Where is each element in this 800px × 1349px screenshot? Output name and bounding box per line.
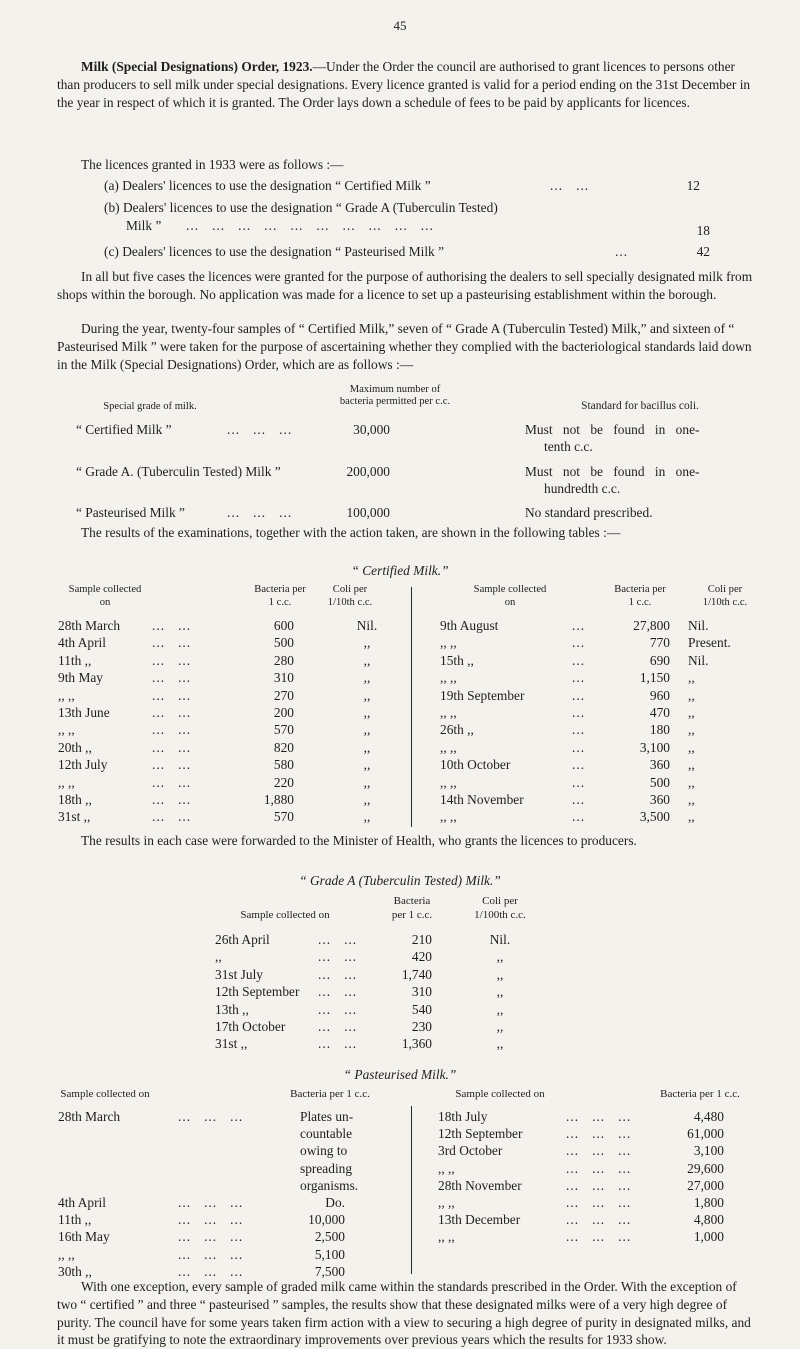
dot-leader: ... bbox=[572, 740, 586, 755]
cert-sample-date: ,, ,, bbox=[58, 722, 75, 737]
cert-bacteria: 500 bbox=[649, 775, 670, 790]
past-bacteria: spreading bbox=[300, 1161, 353, 1176]
past-bacteria: 2,500 bbox=[314, 1229, 345, 1244]
cert-sample-date: 26th ,, bbox=[440, 722, 474, 737]
standards-coli: Must not be found in one- bbox=[525, 464, 700, 479]
cert-sample-date: 10th October bbox=[440, 757, 511, 772]
standards-grade: “ Certified Milk ” bbox=[76, 422, 172, 437]
grade-a-sample-date: 26th April bbox=[215, 932, 270, 947]
past-sample-date: 3rd October bbox=[438, 1143, 503, 1158]
dot-leader: ... bbox=[572, 688, 586, 703]
past-header-bacteria: Bacteria per 1 c.c. bbox=[290, 1088, 370, 1100]
past-sample-date: ,, ,, bbox=[438, 1161, 455, 1176]
dot-leader: ... ... ... bbox=[566, 1212, 632, 1227]
dot-leader: ... ... bbox=[152, 653, 192, 668]
cert-coli: ,, bbox=[688, 688, 695, 703]
cert-coli: ,, bbox=[363, 705, 371, 720]
cert-sample-date: ,, ,, bbox=[440, 670, 457, 685]
paragraph-3-text: During the year, twenty-four samples of “ Certified Milk,” seven of “ Grade A (Tuberculin Tested) Milk,” and sixteen of “ Pasteurised Milk ” were taken for the purpose of ascertaining whether they complied with the bacteriological standards laid down in the Milk (Special Designations) Order, which are as follows :— bbox=[57, 321, 752, 372]
intro-paragraph bbox=[57, 58, 760, 111]
dot-leader: ... ... ... bbox=[178, 1212, 244, 1227]
grade-a-coli: ,, bbox=[496, 1019, 504, 1034]
cert-coli: ,, bbox=[363, 809, 371, 824]
grade-a-sample-date: 31st July bbox=[215, 967, 263, 982]
past-bacteria: 27,000 bbox=[687, 1178, 724, 1193]
past-bacteria: organisms. bbox=[300, 1178, 359, 1193]
past-bacteria: 4,800 bbox=[693, 1212, 724, 1227]
dot-leader: ... ... ... bbox=[566, 1109, 632, 1124]
dot-leader: ... ... ... bbox=[566, 1126, 632, 1141]
cert-bacteria: 3,500 bbox=[639, 809, 670, 824]
cert-bacteria: 770 bbox=[649, 635, 670, 650]
licence-item-c-count: 42 bbox=[696, 244, 710, 259]
pasteurised-table-title: “ Pasteurised Milk.” bbox=[343, 1067, 457, 1082]
cert-header-sample-right-2: on bbox=[504, 597, 516, 608]
cert-coli: ,, bbox=[688, 705, 695, 720]
cert-bacteria: 580 bbox=[273, 757, 294, 772]
dot-leader: ... bbox=[572, 635, 586, 650]
past-sample-date: ,, ,, bbox=[438, 1229, 455, 1244]
cert-bacteria: 570 bbox=[273, 722, 294, 737]
cert-bacteria: 280 bbox=[273, 653, 294, 668]
grade-a-bacteria: 230 bbox=[411, 1019, 432, 1034]
cert-bacteria: 690 bbox=[649, 653, 670, 668]
grade-a-sample-date: 31st ,, bbox=[215, 1036, 248, 1051]
cert-coli: ,, bbox=[363, 775, 371, 790]
cert-bacteria: 820 bbox=[273, 740, 294, 755]
cert-header-coli-2: 1/10th c.c. bbox=[327, 597, 373, 608]
grade-a-sample-date: 17th October bbox=[215, 1019, 286, 1034]
cert-coli: ,, bbox=[363, 653, 371, 668]
certified-table-title: “ Certified Milk.” bbox=[351, 563, 449, 578]
cert-coli: Present. bbox=[688, 635, 731, 650]
grade-a-header-coli-2: 1/100th c.c. bbox=[474, 909, 526, 921]
cert-bacteria: 180 bbox=[649, 722, 670, 737]
past-bacteria: 4,480 bbox=[693, 1109, 724, 1124]
licences-intro-text: The licences granted in 1933 were as follows :— bbox=[81, 157, 344, 172]
grade-a-sample-date: 13th ,, bbox=[215, 1002, 249, 1017]
cert-header-coli: Coli per bbox=[332, 584, 368, 595]
dot-leader: ... ... bbox=[152, 670, 192, 685]
past-bacteria: owing to bbox=[300, 1143, 348, 1158]
grade-a-table-title: “ Grade A (Tuberculin Tested) Milk.” bbox=[299, 873, 501, 888]
cert-coli: ,, bbox=[363, 792, 371, 807]
cert-bacteria: 1,150 bbox=[639, 670, 670, 685]
cert-header-bacteria-right: Bacteria per bbox=[614, 584, 666, 595]
dot-leader: ... ... bbox=[152, 809, 192, 824]
cert-sample-date: 9th August bbox=[440, 618, 499, 633]
cert-coli: Nil. bbox=[688, 618, 709, 633]
grade-a-header-coli: Coli per bbox=[482, 895, 518, 907]
cert-bacteria: 500 bbox=[273, 635, 294, 650]
cert-header-coli-right-2: 1/10th c.c. bbox=[702, 597, 748, 608]
column-divider bbox=[411, 587, 412, 827]
cert-sample-date: 15th ,, bbox=[440, 653, 474, 668]
dot-leader: ... ... ... bbox=[566, 1229, 632, 1244]
licence-item-a-count: 12 bbox=[686, 178, 700, 193]
cert-coli: ,, bbox=[363, 740, 371, 755]
standards-max: 100,000 bbox=[346, 505, 390, 520]
cert-header-sample: Sample collected bbox=[68, 584, 142, 595]
cert-sample-date: 19th September bbox=[440, 688, 525, 703]
dot-leader: ... ... ... bbox=[566, 1161, 632, 1176]
dot-leader: ... ... bbox=[152, 705, 192, 720]
grade-a-bacteria: 310 bbox=[411, 984, 432, 999]
cert-coli: Nil. bbox=[688, 653, 709, 668]
dot-leader: ... ... bbox=[152, 792, 192, 807]
grade-a-coli: Nil. bbox=[489, 932, 511, 947]
dot-leader: ... ... bbox=[550, 178, 590, 193]
cert-header-bacteria-right-2: 1 c.c. bbox=[628, 597, 652, 608]
licence-item-a-label: (a) Dealers' licences to use the designation “ Certified Milk ” bbox=[104, 178, 431, 193]
cert-sample-date: 13th June bbox=[58, 705, 110, 720]
grade-a-sample-date: ,, bbox=[215, 949, 222, 964]
dot-leader: ... ... ... bbox=[227, 505, 293, 520]
cert-bacteria: 360 bbox=[649, 757, 670, 772]
dot-leader: ... ... bbox=[152, 722, 192, 737]
past-bacteria: 29,600 bbox=[687, 1161, 724, 1176]
cert-coli: Nil. bbox=[356, 618, 378, 633]
section-heading: Milk (Special Designations) Order, 1923. bbox=[81, 59, 313, 74]
standards-coli-cont: tenth c.c. bbox=[544, 439, 593, 454]
cert-sample-date: 12th July bbox=[58, 757, 108, 772]
past-sample-date: ,, ,, bbox=[438, 1195, 455, 1210]
past-bacteria: 10,000 bbox=[308, 1212, 345, 1227]
past-bacteria: 1,800 bbox=[693, 1195, 724, 1210]
cert-header-coli-right: Coli per bbox=[707, 584, 743, 595]
dot-leader: ... ... ... bbox=[178, 1264, 244, 1279]
paragraph-2-text: In all but five cases the licences were granted for the purpose of authorising the dealers to sell specially designated milk from shops within the borough. No application was made for a licence to set up a pasteurising establishment within the borough. bbox=[57, 269, 753, 302]
paragraph-2 bbox=[57, 268, 760, 304]
cert-sample-date: 9th May bbox=[58, 670, 104, 685]
standards-coli: No standard prescribed. bbox=[525, 505, 653, 520]
licence-item-b-count: 18 bbox=[696, 223, 710, 238]
past-sample-date: 11th ,, bbox=[58, 1212, 92, 1227]
cert-coli: ,, bbox=[688, 809, 695, 824]
cert-bacteria: 200 bbox=[273, 705, 294, 720]
results-intro-text: The results of the examinations, together with the action taken, are shown in the following tables :— bbox=[81, 525, 621, 540]
past-sample-date: 12th September bbox=[438, 1126, 523, 1141]
standards-grade: “ Grade A. (Tuberculin Tested) Milk ” bbox=[76, 464, 281, 479]
past-header-bacteria-right: Bacteria per 1 c.c. bbox=[660, 1088, 740, 1100]
dot-leader: ... ... bbox=[152, 635, 192, 650]
past-sample-date: 30th ,, bbox=[58, 1264, 92, 1279]
cert-bacteria: 960 bbox=[649, 688, 670, 703]
dot-leader: ... bbox=[572, 792, 586, 807]
past-bacteria: Plates un- bbox=[300, 1109, 354, 1124]
past-bacteria: 5,100 bbox=[314, 1247, 345, 1262]
dot-leader: ... ... ... ... ... ... ... ... ... ... bbox=[186, 218, 434, 233]
cert-coli: ,, bbox=[363, 688, 371, 703]
dot-leader: ... ... bbox=[152, 618, 192, 633]
standards-header-max-1: Maximum number of bbox=[349, 384, 441, 395]
column-divider bbox=[411, 1106, 412, 1274]
standards-header-coli: Standard for bacillus coli. bbox=[581, 400, 699, 412]
grade-a-coli: ,, bbox=[496, 949, 504, 964]
past-bacteria: 1,000 bbox=[693, 1229, 724, 1244]
grade-a-coli: ,, bbox=[496, 984, 504, 999]
dot-leader: ... ... bbox=[152, 775, 192, 790]
past-sample-date: 4th April bbox=[58, 1195, 106, 1210]
forwarded-text: The results in each case were forwarded to the Minister of Health, who grants the licences to producers. bbox=[81, 833, 637, 848]
dot-leader: ... bbox=[572, 757, 586, 772]
standards-coli-cont: hundredth c.c. bbox=[544, 481, 621, 496]
cert-bacteria: 570 bbox=[273, 809, 294, 824]
grade-a-bacteria: 540 bbox=[411, 1002, 432, 1017]
grade-a-coli: ,, bbox=[496, 1036, 504, 1051]
dot-leader: ... bbox=[615, 244, 629, 259]
dot-leader: ... ... ... bbox=[178, 1247, 244, 1262]
conclusion-paragraph bbox=[57, 1278, 760, 1349]
cert-bacteria: 3,100 bbox=[639, 740, 670, 755]
cert-coli: ,, bbox=[688, 722, 695, 737]
dot-leader: ... ... ... bbox=[566, 1195, 632, 1210]
past-bacteria: 61,000 bbox=[687, 1126, 724, 1141]
licence-item-b-label-cont: Milk ” bbox=[126, 218, 162, 233]
dot-leader: ... ... bbox=[318, 984, 358, 999]
cert-sample-date: 11th ,, bbox=[58, 653, 92, 668]
cert-sample-date: ,, ,, bbox=[440, 705, 457, 720]
grade-a-header-sample: Sample collected on bbox=[240, 909, 330, 921]
cert-bacteria: 470 bbox=[649, 705, 670, 720]
dot-leader: ... ... ... bbox=[227, 422, 293, 437]
cert-sample-date: 14th November bbox=[440, 792, 524, 807]
dot-leader: ... ... bbox=[318, 1019, 358, 1034]
grade-a-bacteria: 1,740 bbox=[401, 967, 432, 982]
cert-sample-date: 20th ,, bbox=[58, 740, 92, 755]
standards-header-max-2: bacteria permitted per c.c. bbox=[339, 396, 451, 407]
cert-bacteria: 27,800 bbox=[633, 618, 670, 633]
cert-sample-date: 31st ,, bbox=[58, 809, 91, 824]
cert-header-sample-right: Sample collected bbox=[473, 584, 547, 595]
standards-grade: “ Pasteurised Milk ” bbox=[76, 505, 185, 520]
past-sample-date: 28th March bbox=[58, 1109, 121, 1124]
cert-coli: ,, bbox=[688, 740, 695, 755]
licence-item-c-label: (c) Dealers' licences to use the designation “ Pasteurised Milk ” bbox=[104, 244, 445, 259]
dot-leader: ... ... bbox=[318, 1036, 358, 1051]
dot-leader: ... bbox=[572, 653, 586, 668]
cert-bacteria: 600 bbox=[273, 618, 294, 633]
dot-leader: ... ... ... bbox=[178, 1195, 244, 1210]
dot-leader: ... bbox=[572, 705, 586, 720]
cert-coli: ,, bbox=[363, 722, 371, 737]
cert-bacteria: 270 bbox=[273, 688, 294, 703]
dot-leader: ... ... bbox=[318, 932, 358, 947]
licence-item-b-label: (b) Dealers' licences to use the designation “ Grade A (Tuberculin Tested) bbox=[104, 200, 498, 215]
dot-leader: ... ... bbox=[152, 688, 192, 703]
grade-a-bacteria: 210 bbox=[411, 932, 432, 947]
page-number: 45 bbox=[393, 18, 407, 33]
cert-sample-date: ,, ,, bbox=[440, 775, 457, 790]
cert-coli: ,, bbox=[688, 670, 695, 685]
cert-coli: ,, bbox=[363, 635, 371, 650]
grade-a-bacteria: 1,360 bbox=[401, 1036, 432, 1051]
conclusion-text: With one exception, every sample of graded milk came within the standards prescribed in the Order. With the exception of two “ certified ” and three “ pasteurised ” samples, the results show that these designated milks were of a very high degree of purity. The council have for some years taken firm action with a view to securing a high degree of purity in designated milks, and it must be gratifying to note the extraordinary improvements over previous years which the results for 1933 show. bbox=[57, 1279, 751, 1348]
cert-sample-date: 18th ,, bbox=[58, 792, 92, 807]
dot-leader: ... ... bbox=[152, 757, 192, 772]
dot-leader: ... bbox=[572, 618, 586, 633]
cert-header-bacteria-2: 1 c.c. bbox=[268, 597, 292, 608]
dot-leader: ... ... ... bbox=[566, 1143, 632, 1158]
past-header-sample-right: Sample collected on bbox=[455, 1088, 545, 1100]
cert-header-sample-2: on bbox=[99, 597, 111, 608]
cert-sample-date: ,, ,, bbox=[440, 809, 457, 824]
dot-leader: ... ... bbox=[318, 1002, 358, 1017]
standards-max: 30,000 bbox=[353, 422, 390, 437]
past-sample-date: 28th November bbox=[438, 1178, 522, 1193]
cert-sample-date: ,, ,, bbox=[440, 740, 457, 755]
cert-sample-date: ,, ,, bbox=[58, 688, 75, 703]
cert-sample-date: 4th April bbox=[58, 635, 106, 650]
dot-leader: ... bbox=[572, 775, 586, 790]
cert-sample-date: ,, ,, bbox=[58, 775, 75, 790]
paragraph-3 bbox=[57, 320, 760, 373]
cert-bacteria: 220 bbox=[273, 775, 294, 790]
grade-a-header-bacteria-2: per 1 c.c. bbox=[391, 909, 433, 921]
intro-text: —Under the Order the council are authorised to grant licences to persons other than producers to sell milk under special designations. Every licence granted is valid for a period ending on the 31st December in the year in respect of which it is granted. The Order lays down a schedule of fees to be paid by applicants for licences. bbox=[57, 59, 751, 110]
cert-coli: ,, bbox=[688, 775, 695, 790]
past-sample-date: 18th July bbox=[438, 1109, 488, 1124]
past-sample-date: ,, ,, bbox=[58, 1247, 75, 1262]
grade-a-sample-date: 12th September bbox=[215, 984, 300, 999]
past-bacteria: countable bbox=[300, 1126, 353, 1141]
dot-leader: ... ... ... bbox=[178, 1229, 244, 1244]
dot-leader: ... bbox=[572, 809, 586, 824]
grade-a-header-bacteria: Bacteria bbox=[393, 895, 431, 907]
cert-sample-date: 28th March bbox=[58, 618, 121, 633]
cert-header-bacteria: Bacteria per bbox=[254, 584, 306, 595]
past-bacteria: 3,100 bbox=[693, 1143, 724, 1158]
past-header-sample: Sample collected on bbox=[60, 1088, 150, 1100]
grade-a-bacteria: 420 bbox=[411, 949, 432, 964]
cert-coli: ,, bbox=[363, 670, 371, 685]
dot-leader: ... ... ... bbox=[178, 1109, 244, 1124]
cert-bacteria: 360 bbox=[649, 792, 670, 807]
licences-intro bbox=[57, 156, 760, 174]
cert-sample-date: ,, ,, bbox=[440, 635, 457, 650]
grade-a-coli: ,, bbox=[496, 1002, 504, 1017]
cert-coli: ,, bbox=[688, 757, 695, 772]
cert-bacteria: 310 bbox=[273, 670, 294, 685]
standards-coli: Must not be found in one- bbox=[525, 422, 700, 437]
cert-coli: ,, bbox=[363, 757, 371, 772]
dot-leader: ... bbox=[572, 722, 586, 737]
cert-bacteria: 1,880 bbox=[263, 792, 294, 807]
standards-header-grade: Special grade of milk. bbox=[103, 401, 197, 412]
results-intro bbox=[57, 524, 760, 542]
dot-leader: ... ... bbox=[152, 740, 192, 755]
past-bacteria: Do. bbox=[325, 1195, 345, 1210]
dot-leader: ... ... bbox=[318, 949, 358, 964]
grade-a-coli: ,, bbox=[496, 967, 504, 982]
dot-leader: ... ... ... bbox=[566, 1178, 632, 1193]
past-bacteria: 7,500 bbox=[314, 1264, 345, 1279]
past-sample-date: 13th December bbox=[438, 1212, 521, 1227]
past-sample-date: 16th May bbox=[58, 1229, 110, 1244]
standards-max: 200,000 bbox=[346, 464, 390, 479]
dot-leader: ... bbox=[572, 670, 586, 685]
cert-coli: ,, bbox=[688, 792, 695, 807]
dot-leader: ... ... bbox=[318, 967, 358, 982]
forwarded-paragraph bbox=[57, 832, 760, 850]
